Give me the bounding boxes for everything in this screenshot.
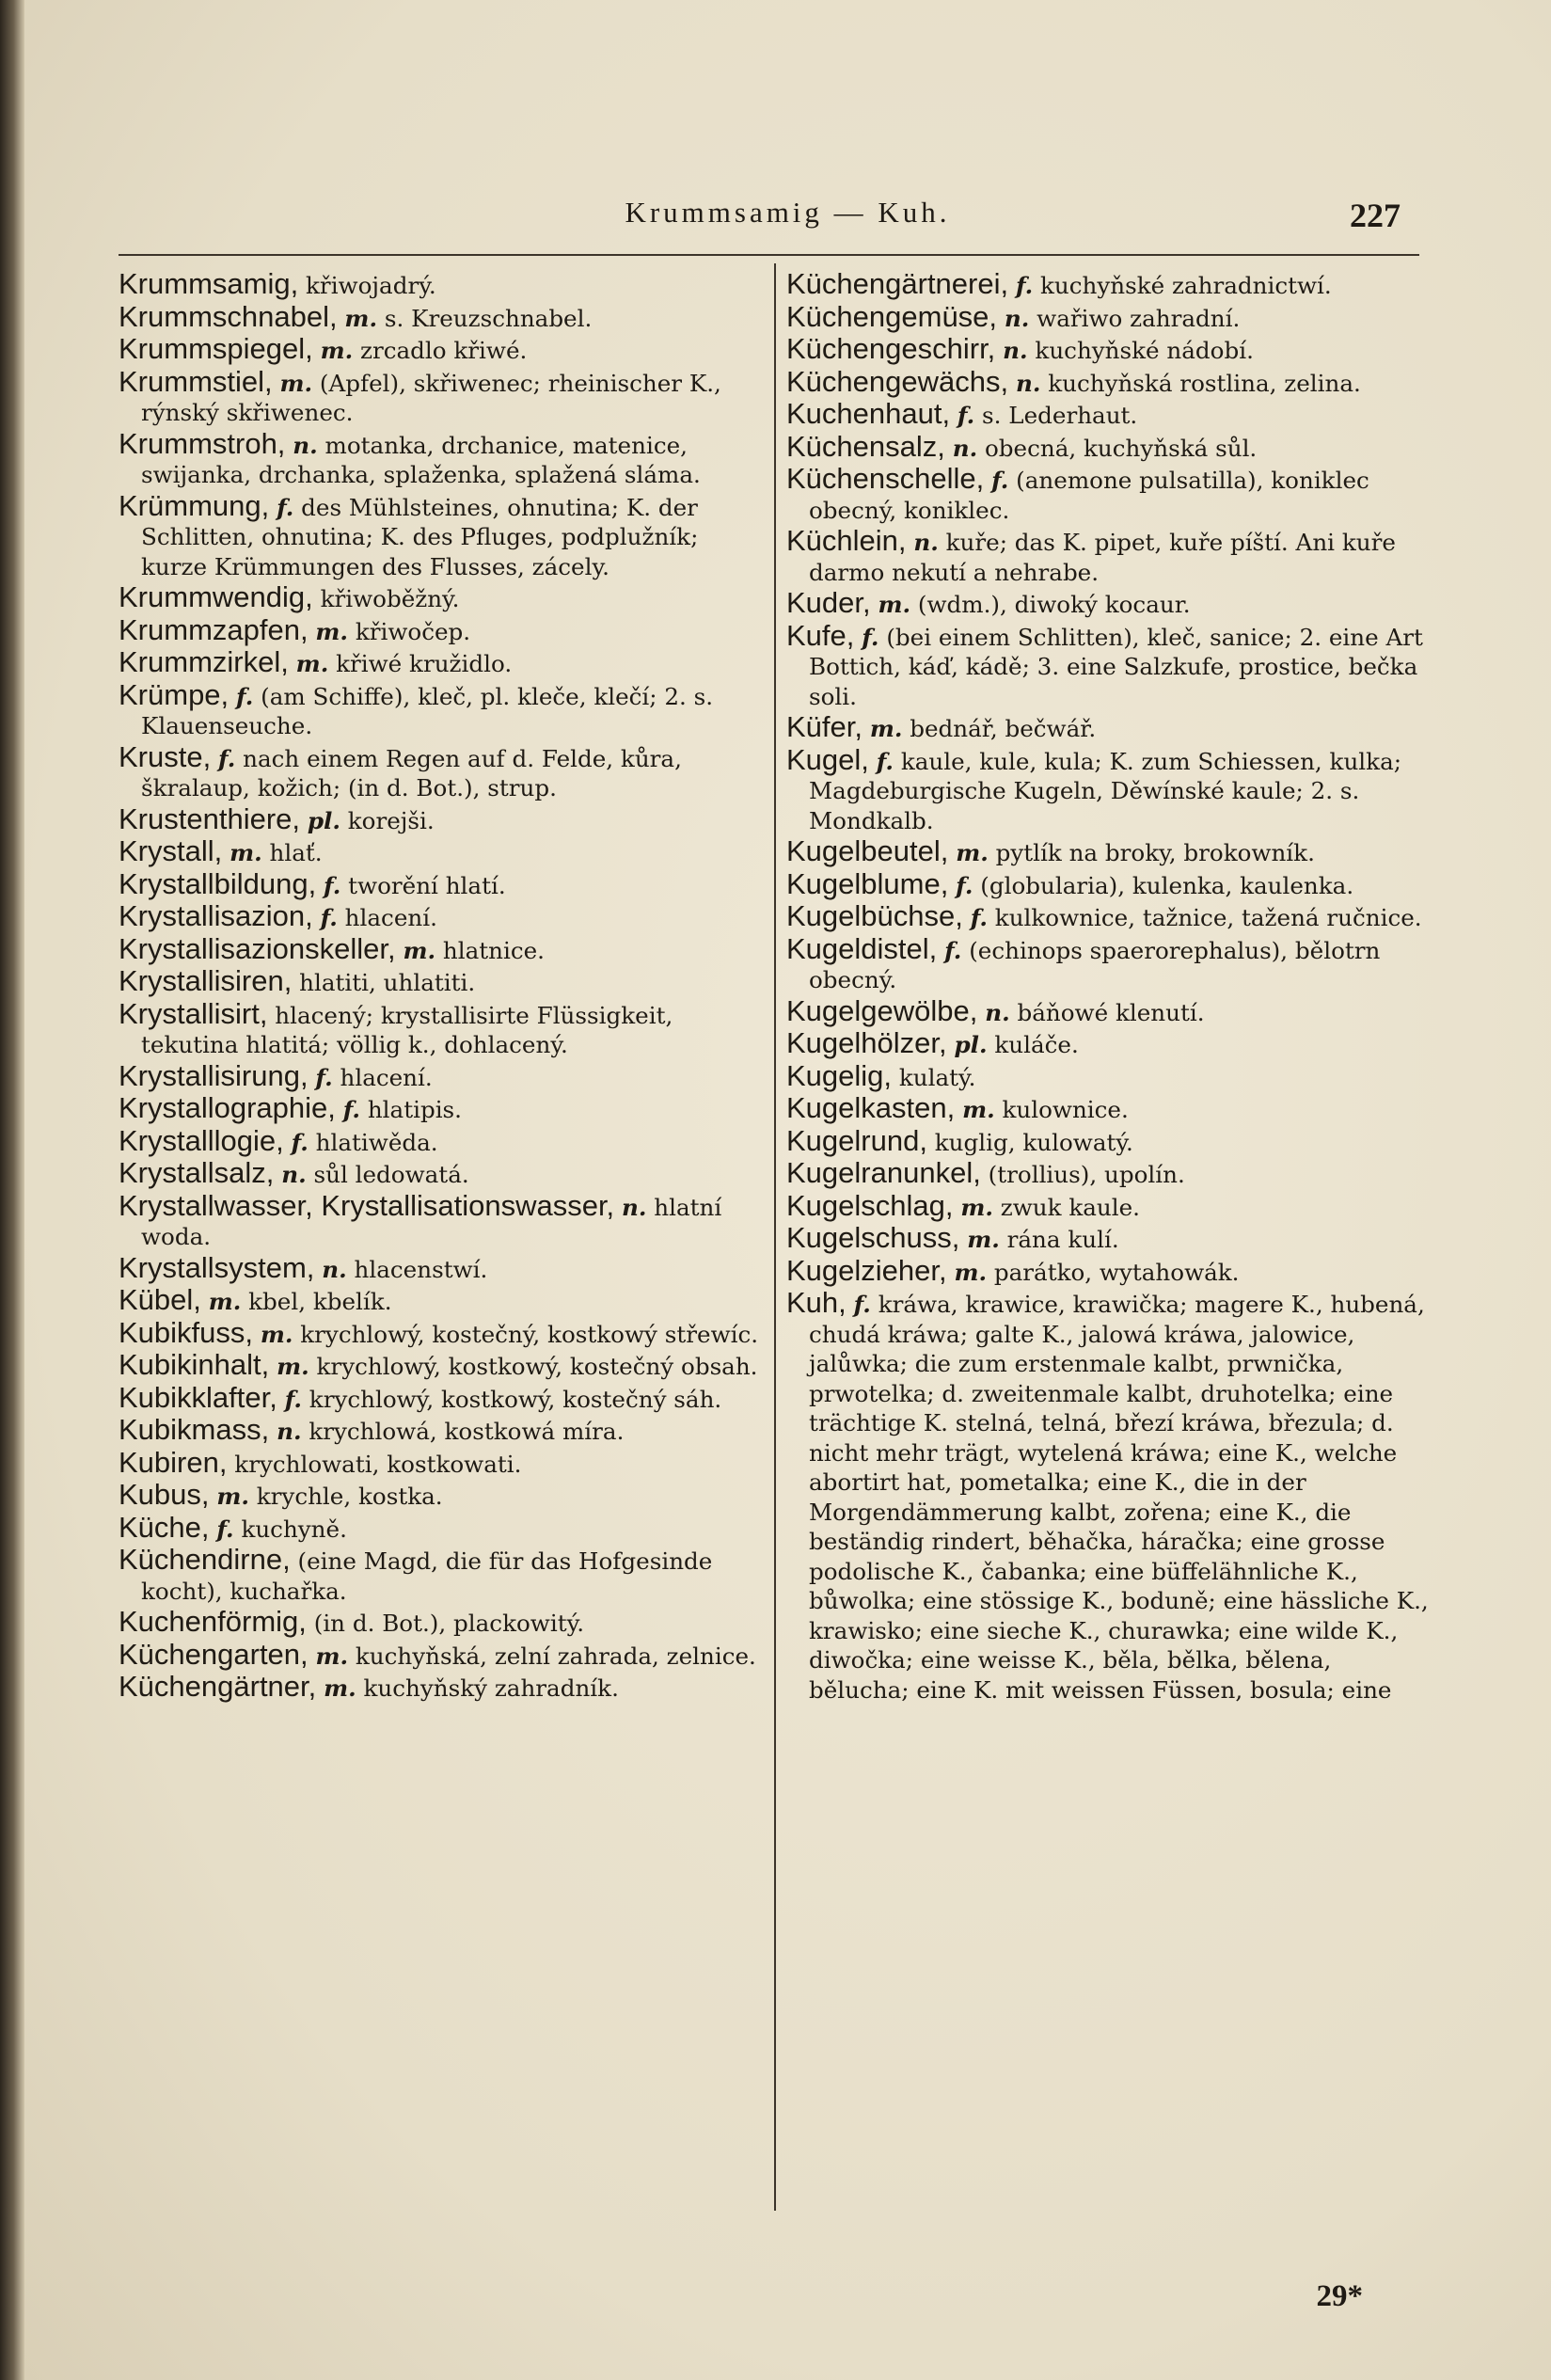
entry-grammar: f. [284, 1385, 302, 1413]
entry-headword: Kubikinhalt, [119, 1348, 270, 1381]
dictionary-entry [119, 1480, 768, 1512]
entry-headword: Kufe, [786, 618, 855, 652]
entry-headword: Kugelig, [786, 1058, 893, 1092]
entry-headword: Krystall, [119, 834, 223, 867]
dictionary-entry [786, 866, 1433, 901]
entry-definition: motanka, drchanice, matenice, swijanka, drchanka, splaženka, splažená sláma. [141, 431, 701, 488]
dictionary-entry [786, 1253, 1433, 1288]
entry-definition: pytlík na broky, brokowník. [995, 839, 1315, 866]
entry-definition: hlacení. [344, 904, 437, 931]
entry-headword: Küchenschelle, [786, 462, 985, 495]
dictionary-entry [119, 1158, 768, 1190]
entry-headword: Krystallographie, [119, 1091, 336, 1124]
entry-headword: Kugelhölzer, [786, 1026, 947, 1059]
dictionary-entry [786, 901, 1433, 933]
entry-headword: Krummstroh, [119, 426, 286, 460]
dictionary-entry [119, 1350, 768, 1382]
entry-definition: krychle, kostka. [256, 1483, 443, 1510]
entry-definition: křiwé kružidlo. [336, 650, 513, 677]
entry-headword: Krystallisazion, [119, 899, 313, 932]
dictionary-entry [119, 966, 768, 998]
entry-headword: Krustenthiere, [119, 801, 300, 835]
entry-grammar: n. [622, 1193, 647, 1221]
entry-grammar: n. [985, 998, 1010, 1026]
entry-definition: kuchyňské nádobí. [1035, 337, 1254, 364]
entry-definition: hlacení. [340, 1063, 433, 1091]
entry-grammar: f. [291, 1128, 309, 1156]
page-number: 227 [1350, 197, 1401, 234]
entry-definition: křiwoběžný. [320, 585, 460, 612]
entry-grammar: f. [216, 1515, 234, 1543]
entry-headword: Küchengärtnerei, [786, 267, 1009, 300]
entry-grammar: m. [324, 1674, 356, 1702]
entry-headword: Küchlein, [786, 524, 907, 557]
entry-grammar: f. [991, 467, 1009, 494]
entry-headword: Küche, [119, 1510, 210, 1544]
entry-headword: Kubiren, [119, 1445, 228, 1479]
dictionary-entry [119, 426, 768, 490]
entry-grammar: m. [229, 839, 262, 866]
dictionary-entry [119, 299, 768, 334]
entry-definition: kuchyňská, zelní zahrada, zelnice. [355, 1642, 756, 1670]
entry-definition: kuře; das K. pipet, kuře píští. Ani kuře darmo nekutí a nehrabe. [809, 529, 1396, 586]
dictionary-entry [786, 334, 1433, 366]
dictionary-entry [786, 1188, 1433, 1223]
entry-grammar: m. [277, 1353, 309, 1380]
dictionary-entry [786, 588, 1433, 620]
entry-headword: Krystallisirung, [119, 1058, 309, 1092]
entry-definition: kaule, kule, kula; K. zum Schiessen, kulka; Magdeburgische Kugeln, Děwínské kaule; 2. s. Mondkalb. [809, 747, 1402, 834]
entry-definition: kuglig, kulowatý. [934, 1128, 1133, 1156]
entry-grammar: m. [967, 1226, 1000, 1253]
dictionary-entry [119, 1445, 768, 1480]
entry-grammar: n. [1004, 304, 1030, 332]
entry-headword: Kübel, [119, 1283, 201, 1316]
entry-headword: Kuchenförmig, [119, 1605, 307, 1638]
dictionary-entry [119, 866, 768, 901]
entry-headword: Krystallwasser, Krystallisationswasser, [119, 1188, 615, 1222]
running-head: Krummsamig — Kuh. [625, 196, 951, 229]
entry-definition: sůl ledowatá. [313, 1161, 469, 1188]
entry-definition: nach einem Regen auf d. Felde, kůra, škralaup, kožich; (in d. Bot.), strup. [141, 744, 682, 801]
entry-headword: Krystallsystem, [119, 1250, 315, 1284]
entry-definition: krychlowý, kostečný, kostkowý střewíc. [300, 1320, 759, 1348]
entry-definition: kuchyňské zahradnictwí. [1040, 272, 1332, 299]
entry-headword: Krümpe, [119, 677, 229, 711]
entry-definition: (echinops spaerorephalus), bělotrn obecný. [809, 936, 1381, 993]
entry-definition: křiwočep. [355, 617, 471, 645]
entry-definition: hlatiti, uhlatiti. [299, 969, 476, 996]
entry-definition: křiwojadrý. [306, 272, 436, 299]
entry-grammar: n. [277, 1418, 302, 1445]
entry-grammar: m. [279, 369, 313, 397]
dictionary-entry [786, 836, 1433, 868]
column-divider [774, 263, 776, 2211]
dictionary-entry [119, 996, 768, 1060]
entry-headword: Krystallsalz, [119, 1156, 275, 1189]
dictionary-entry [119, 488, 768, 582]
dictionary-entry [119, 612, 768, 647]
entry-definition: kráwa, krawice, krawička; magere K., hubená, chudá kráwa; galte K., jalowá kráwa, jalowice, jalůwka; die zum erstenmale kalbt, prwnička, prwotelka; d. zweitenmale kalbt, druhotelka; eine trächtige K. stelná, telná, březí kráwa, březula; d. nicht mehr trägt, wytelená kráwa; eine K., welche abortirt hat, pometalka; eine K., die in der Morgendämmerung kalbt, zořena; eine K., die beständig rindert, běhačka, háračka; eine grosse podolische K., čabanka; eine büffelähnliche K., bůwolka; eine stössige K., boduně; eine hässliche K., krawisko; eine sieche K., churawka; eine wilde K., diwočka; eine weisse K., běla, bělka, bělena, běluchа; eine K. mit weissen Füssen, bosula; eine [809, 1291, 1429, 1704]
entry-grammar: f. [277, 493, 294, 521]
entry-headword: Küchengeschirr, [786, 332, 996, 365]
entry-headword: Kugel, [786, 742, 869, 776]
dictionary-entry [119, 836, 768, 868]
dictionary-entry [119, 677, 768, 741]
entry-grammar: m. [954, 1258, 988, 1286]
signature-mark: 29* [1316, 2279, 1363, 2313]
entry-headword: Krummstiel, [119, 364, 273, 398]
entry-headword: Krystallisiren, [119, 964, 293, 997]
entry-grammar: pl. [307, 806, 340, 834]
entry-grammar: m. [295, 650, 329, 677]
entry-headword: Krummschnabel, [119, 299, 338, 333]
dictionary-entry [119, 364, 768, 428]
entry-grammar: m. [956, 839, 989, 866]
entry-definition: báňowé klenutí. [1017, 998, 1205, 1026]
entry-grammar: f. [957, 402, 975, 429]
dictionary-entry [119, 1250, 768, 1285]
dictionary-entry [786, 464, 1433, 525]
entry-grammar: m. [260, 1320, 293, 1348]
entry-definition: kuláče. [994, 1031, 1079, 1058]
entry-definition: obecná, kuchyňská sůl. [985, 434, 1258, 462]
entry-grammar: n. [913, 529, 939, 556]
dictionary-page [24, 0, 1551, 2380]
dictionary-entry [119, 334, 768, 366]
entry-grammar: m. [320, 337, 354, 364]
entry-grammar: m. [960, 1193, 993, 1221]
entry-grammar: f. [236, 682, 254, 710]
entry-headword: Kugelrund, [786, 1123, 927, 1157]
entry-definition: (am Schiffe), kleč, pl. kleče, klečí; 2. s. Klauenseuche. [141, 682, 714, 739]
dictionary-entry [786, 742, 1433, 836]
entry-headword: Kubikfuss, [119, 1315, 254, 1349]
entry-headword: Küchengewächs, [786, 364, 1009, 398]
entry-definition: (trollius), upolín. [988, 1161, 1185, 1188]
entry-grammar: f. [853, 1291, 871, 1318]
dictionary-entry [119, 901, 768, 933]
entry-headword: Kugelblume, [786, 866, 949, 900]
entry-definition: (anemone pulsatilla), koniklec obecný, koniklec. [809, 467, 1369, 524]
entry-headword: Küchengarten, [119, 1637, 309, 1671]
entry-grammar: m. [962, 1096, 995, 1123]
entry-definition: zrcadlo křiwé. [360, 337, 528, 364]
entry-grammar: n. [281, 1161, 307, 1188]
dictionary-entry [119, 1315, 768, 1350]
entry-definition: (globularia), kulenka, kaulenka. [980, 871, 1354, 899]
dictionary-entry [119, 1637, 768, 1672]
entry-definition: korejši. [347, 806, 435, 834]
entry-definition: kuchyňská rostlina, zelina. [1048, 369, 1361, 397]
entry-grammar: m. [344, 304, 378, 332]
book-binding-edge [0, 0, 24, 2380]
entry-definition: rána kulí. [1006, 1226, 1119, 1253]
entry-grammar: m. [878, 591, 911, 618]
entry-grammar: m. [216, 1483, 249, 1510]
entry-grammar: f. [970, 904, 988, 931]
header-rule [119, 254, 1419, 256]
entry-headword: Küchensalz, [786, 429, 945, 463]
dictionary-entry [786, 1223, 1433, 1255]
entry-definition: kulkownice, tažnice, tažená ručnice. [994, 904, 1422, 931]
entry-definition: krychlowá, kostkowá míra. [309, 1418, 625, 1445]
entry-definition: wařiwo zahradní. [1037, 304, 1241, 332]
entry-definition: s. Lederhaut. [982, 402, 1138, 429]
entry-headword: Krummzirkel, [119, 645, 289, 678]
dictionary-entry [119, 269, 768, 301]
entry-headword: Krystallisazionskeller, [119, 931, 396, 965]
entry-definition: kuchyňský zahradník. [363, 1674, 619, 1702]
entry-grammar: f. [218, 744, 236, 772]
entry-headword: Krümmung, [119, 488, 270, 522]
entry-definition: kuchyně. [241, 1515, 347, 1543]
entry-grammar: f. [876, 747, 894, 775]
dictionary-entry [786, 1123, 1433, 1158]
entry-grammar: m. [315, 617, 348, 645]
dictionary-entry [119, 931, 768, 966]
entry-definition: (eine Magd, die für das Hofgesinde kocht), kuchařka. [141, 1547, 713, 1605]
dictionary-entry [786, 429, 1433, 464]
dictionary-entry [119, 582, 768, 614]
entry-definition: des Mühlsteines, ohnutina; K. der Schlitten, ohnutina; K. des Pfluges, podplužník; kurze Krümmungen des Flusses, zácely. [141, 493, 699, 580]
entry-headword: Küchendirne, [119, 1543, 291, 1576]
dictionary-entry [119, 1607, 768, 1639]
dictionary-entry [119, 1123, 768, 1158]
entry-headword: Kugelbeutel, [786, 834, 949, 867]
entry-grammar: n. [293, 431, 318, 459]
entry-grammar: f. [956, 871, 973, 899]
entry-definition: tworění hlatí. [348, 871, 506, 899]
entry-definition: hlatní woda. [141, 1193, 722, 1250]
dictionary-entry [119, 1545, 768, 1606]
entry-headword: Krummsamig, [119, 267, 299, 300]
dictionary-entry [119, 739, 768, 803]
entry-definition: krychlowý, kostkowý, kostečný obsah. [316, 1353, 758, 1380]
entry-grammar: n. [1015, 369, 1041, 397]
entry-definition: hlacenstwí. [354, 1255, 488, 1283]
entry-headword: Kubikklafter, [119, 1380, 277, 1414]
entry-headword: Kuchenhaut, [786, 397, 951, 430]
right-column [786, 269, 1433, 2277]
entry-grammar: n. [952, 434, 978, 462]
entry-headword: Kuh, [786, 1286, 847, 1319]
entry-headword: Kruste, [119, 739, 212, 773]
entry-headword: Kubikmass, [119, 1413, 270, 1446]
dictionary-entry [786, 364, 1433, 399]
dictionary-entry [786, 269, 1433, 301]
dictionary-entry [786, 993, 1433, 1028]
dictionary-entry [786, 1093, 1433, 1125]
entry-grammar: f. [862, 623, 879, 651]
dictionary-entry [786, 1028, 1433, 1060]
entry-definition: hlatipis. [367, 1096, 462, 1123]
entry-definition: krychlowati, kostkowati. [234, 1450, 522, 1478]
entry-definition: s. Kreuzschnabel. [384, 304, 593, 332]
entry-grammar: m. [869, 715, 903, 742]
entry-grammar: f. [324, 871, 341, 899]
entry-grammar: m. [315, 1642, 349, 1670]
dictionary-entry [786, 1288, 1433, 1705]
entry-grammar: f. [320, 904, 338, 931]
dictionary-entry [119, 801, 768, 836]
entry-headword: Krystalllogie, [119, 1123, 284, 1157]
dictionary-entry [119, 647, 768, 679]
entry-definition: (wdm.), diwoký kocaur. [917, 591, 1191, 618]
entry-headword: Krummwendig, [119, 580, 313, 613]
dictionary-entry [119, 1415, 768, 1447]
dictionary-entry [119, 1285, 768, 1317]
entry-headword: Krystallbildung, [119, 866, 317, 900]
entry-grammar: pl. [954, 1031, 988, 1058]
entry-headword: Kugelschlag, [786, 1188, 954, 1222]
entry-headword: Krystallisirt, [119, 996, 268, 1030]
entry-headword: Kugelzieher, [786, 1253, 947, 1287]
entry-headword: Küfer, [786, 710, 863, 743]
left-column [119, 269, 768, 2277]
entry-headword: Kugelkasten, [786, 1091, 956, 1124]
entry-definition: hlatiwěda. [315, 1128, 438, 1156]
entry-grammar: n. [1003, 337, 1028, 364]
entry-definition: krychlowý, kostkowý, kostečný sáh. [309, 1385, 722, 1413]
dictionary-entry [786, 399, 1433, 431]
entry-headword: Kugeldistel, [786, 931, 938, 965]
entry-headword: Kuder, [786, 586, 871, 619]
entry-definition: kulatý. [898, 1063, 976, 1091]
dictionary-entry [786, 712, 1433, 744]
entry-headword: Kugelschuss, [786, 1221, 960, 1254]
entry-grammar: f. [1015, 272, 1034, 299]
entry-definition: kulownice. [1002, 1096, 1129, 1123]
entry-grammar: m. [208, 1288, 242, 1315]
entry-headword: Kugelranunkel, [786, 1156, 981, 1189]
entry-definition: kbel, kbelík. [248, 1288, 392, 1315]
entry-grammar: n. [322, 1255, 347, 1283]
entry-definition: (Apfel), skřiwenec; rheinischer K., rýnský skřiwenec. [141, 369, 721, 426]
entry-grammar: f. [944, 936, 962, 964]
entry-grammar: f. [315, 1063, 333, 1091]
entry-definition: zwuk kaule. [1000, 1193, 1140, 1221]
entry-definition: parátko, wytahowák. [993, 1258, 1240, 1286]
entry-headword: Krummzapfen, [119, 612, 309, 646]
entry-headword: Kubus, [119, 1478, 210, 1511]
entry-headword: Küchengemüse, [786, 299, 998, 333]
entry-definition: bednář, bečwář. [910, 715, 1097, 742]
dictionary-entry [786, 1158, 1433, 1190]
entry-grammar: m. [403, 936, 436, 964]
entry-definition: hlať. [269, 839, 323, 866]
dictionary-entry [119, 1380, 768, 1415]
entry-grammar: f. [342, 1096, 360, 1123]
entry-definition: hlacený; krystallisirte Flüssigkeit, tekutina hlatitá; völlig k., dohlacený. [141, 1001, 673, 1058]
dictionary-entry [786, 1058, 1433, 1093]
entry-definition: hlatnice. [442, 936, 545, 964]
dictionary-entry [119, 1093, 768, 1125]
dictionary-entry [119, 1188, 768, 1252]
entry-headword: Kugelgewölbe, [786, 993, 978, 1027]
dictionary-entry [119, 1058, 768, 1093]
entry-headword: Kugelbüchse, [786, 899, 963, 932]
dictionary-entry [119, 1510, 768, 1545]
entry-headword: Küchengärtner, [119, 1670, 317, 1703]
dictionary-entry [786, 618, 1433, 712]
dictionary-entry [786, 931, 1433, 995]
dictionary-entry [119, 1672, 768, 1704]
dictionary-entry [786, 299, 1433, 334]
dictionary-entry [786, 526, 1433, 587]
entry-definition: (in d. Bot.), plackowitý. [313, 1610, 585, 1637]
entry-definition: (bei einem Schlitten), kleč, sanice; 2. eine Art Bottich, káď, kádě; 3. eine Salzkufe, prostice, bečka soli. [809, 623, 1423, 710]
entry-headword: Krummspiegel, [119, 332, 313, 365]
